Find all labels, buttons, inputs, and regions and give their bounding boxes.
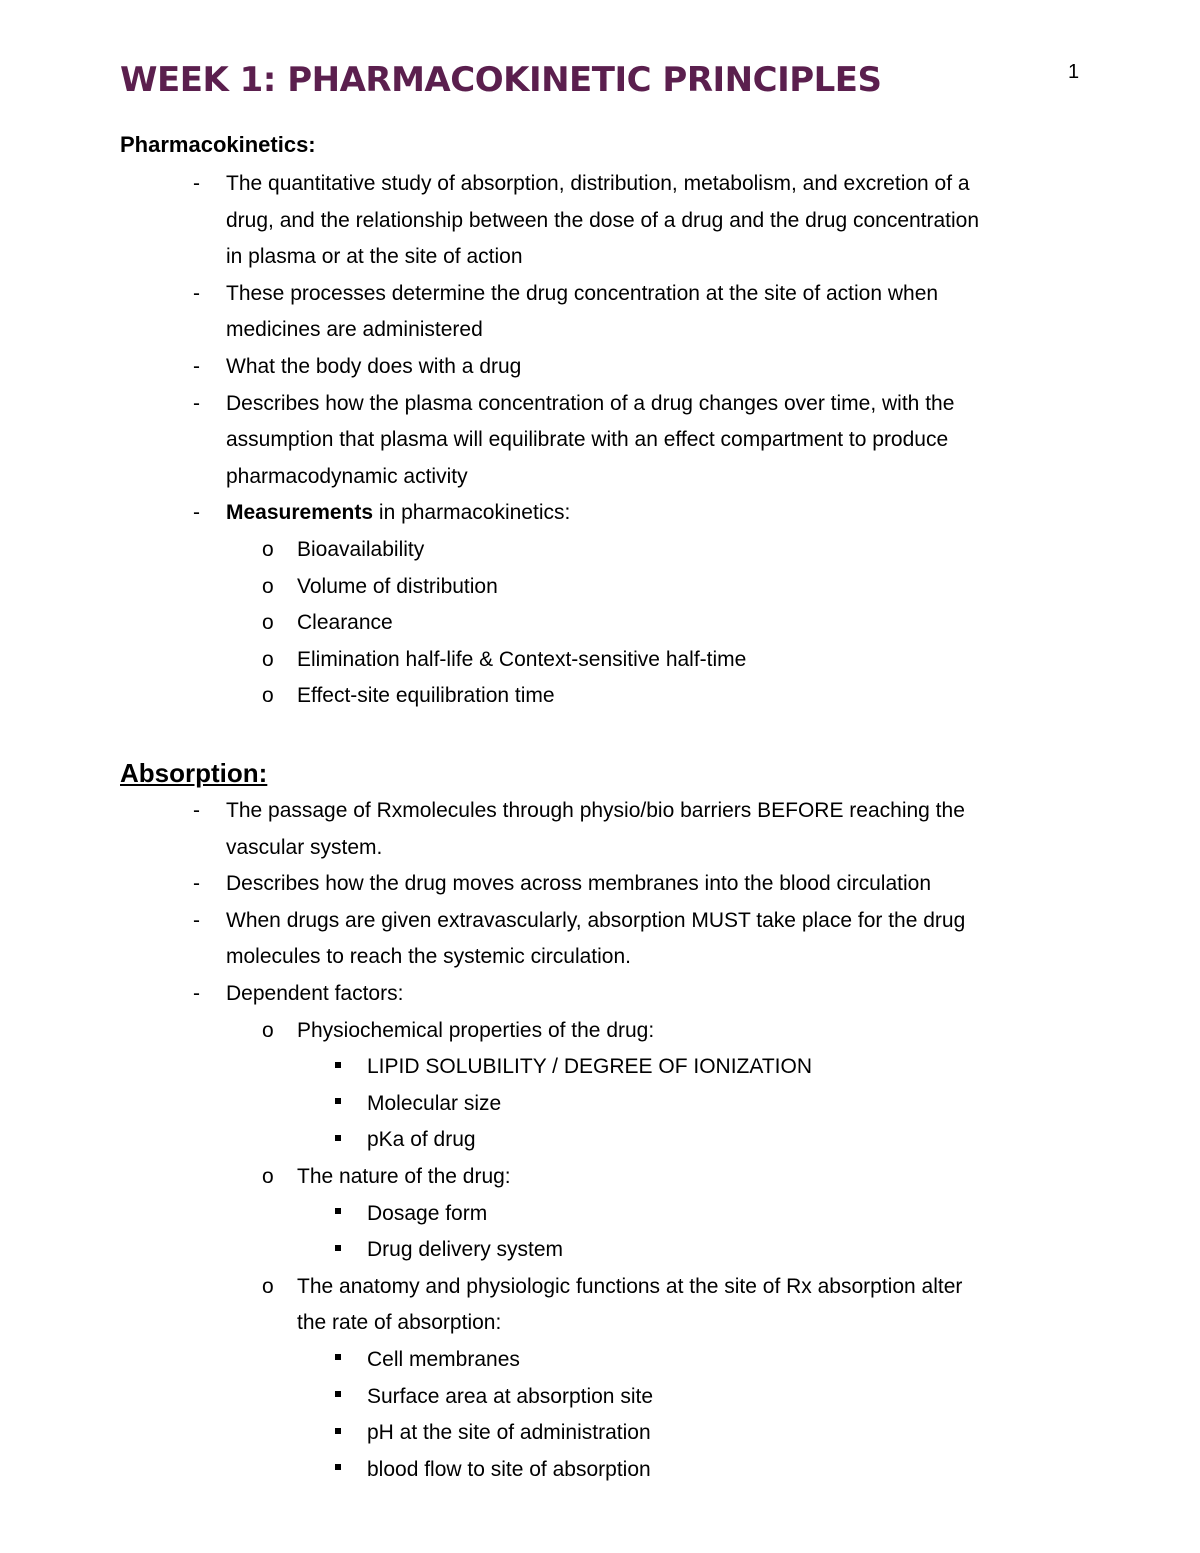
bullet-line: vascular system. — [226, 835, 383, 859]
factor-item: Surface area at absorption site — [367, 1384, 654, 1408]
circle-marker: o — [262, 574, 274, 598]
dash-marker: - — [193, 172, 200, 195]
factor-label: The anatomy and physiologic functions at the site of Rx absorption alter — [297, 1274, 963, 1298]
measurements-label-rest: in pharmacokinetics: — [373, 501, 571, 525]
factor-label: Physiochemical properties of the drug: — [297, 1018, 655, 1042]
dash-marker: - — [193, 982, 200, 1005]
factor-item: Molecular size — [367, 1091, 502, 1115]
square-marker — [335, 1196, 341, 1232]
measurements-bold-label: Measurements — [226, 501, 374, 525]
factor-item: pKa of drug — [367, 1128, 476, 1152]
bullet-line: Dependent factors: — [226, 982, 404, 1005]
bullet-line: assumption that plasma will equilibrate with an effect compartment to produce — [226, 428, 949, 452]
measurement-item: Bioavailability — [297, 538, 425, 561]
bullet-line: pharmacodynamic activity — [226, 464, 468, 488]
dash-marker: - — [193, 391, 200, 415]
square-marker — [335, 1379, 341, 1415]
dash-marker: - — [193, 281, 200, 305]
measurements-line — [226, 495, 570, 531]
square-marker — [335, 1122, 341, 1158]
factor-item: LIPID SOLUBILITY / DEGREE OF IONIZATION — [367, 1055, 812, 1079]
dash-marker: - — [193, 355, 200, 378]
bullet-line: Describes how the plasma concentration of a drug changes over time, with the — [226, 391, 955, 415]
dash-marker: - — [193, 799, 200, 822]
factor-item: pH at the site of administration — [367, 1421, 651, 1445]
section-heading-absorption: Absorption: — [120, 758, 268, 788]
bullet-line: drug, and the relationship between the dose of a drug and the drug concentration — [226, 208, 980, 232]
bullet-line: What the body does with a drug — [226, 355, 522, 378]
square-marker — [335, 1342, 341, 1378]
circle-marker: o — [262, 684, 274, 708]
circle-marker: o — [262, 1165, 274, 1188]
bullet-line: The quantitative study of absorption, distribution, metabolism, and excretion of a — [226, 172, 970, 195]
circle-marker: o — [262, 538, 274, 561]
bullet-line: Describes how the drug moves across membranes into the blood circulation — [226, 872, 932, 896]
circle-marker: o — [262, 611, 274, 635]
square-marker — [335, 1452, 341, 1488]
factor-label: the rate of absorption: — [297, 1311, 502, 1335]
circle-marker: o — [262, 647, 274, 671]
square-marker — [335, 1049, 341, 1085]
measurement-item: Volume of distribution — [297, 574, 498, 598]
bullet-line: molecules to reach the systemic circulation. — [226, 945, 631, 969]
dash-marker: - — [193, 872, 200, 896]
dash-marker: - — [193, 908, 200, 932]
page-number: 1 — [1068, 61, 1080, 83]
factor-item: Dosage form — [367, 1201, 488, 1225]
factor-label: The nature of the drug: — [297, 1165, 511, 1188]
bullet-line: The passage of Rxmolecules through physio/bio barriers BEFORE reaching the — [226, 799, 965, 822]
circle-marker: o — [262, 1018, 274, 1042]
factor-item: Drug delivery system — [367, 1238, 564, 1262]
page-title: WEEK 1: PHARMACOKINETIC PRINCIPLES — [120, 60, 882, 100]
bullet-line: These processes determine the drug concentration at the site of action when — [226, 281, 939, 305]
measurement-item: Elimination half-life & Context-sensitive half-time — [297, 647, 747, 671]
bullet-line: medicines are administered — [226, 318, 483, 342]
bullet-line: When drugs are given extravascularly, absorption MUST take place for the drug — [226, 908, 966, 932]
circle-marker: o — [262, 1274, 274, 1298]
factor-item: blood flow to site of absorption — [367, 1457, 651, 1481]
measurement-item: Clearance — [297, 611, 393, 635]
dash-marker: - — [193, 501, 200, 525]
section-heading-pharmacokinetics: Pharmacokinetics: — [120, 132, 316, 157]
square-marker — [335, 1086, 341, 1122]
bullet-line: in plasma or at the site of action — [226, 245, 523, 269]
factor-item: Cell membranes — [367, 1348, 520, 1371]
square-marker — [335, 1415, 341, 1451]
square-marker — [335, 1232, 341, 1268]
measurement-item: Effect-site equilibration time — [297, 684, 555, 708]
